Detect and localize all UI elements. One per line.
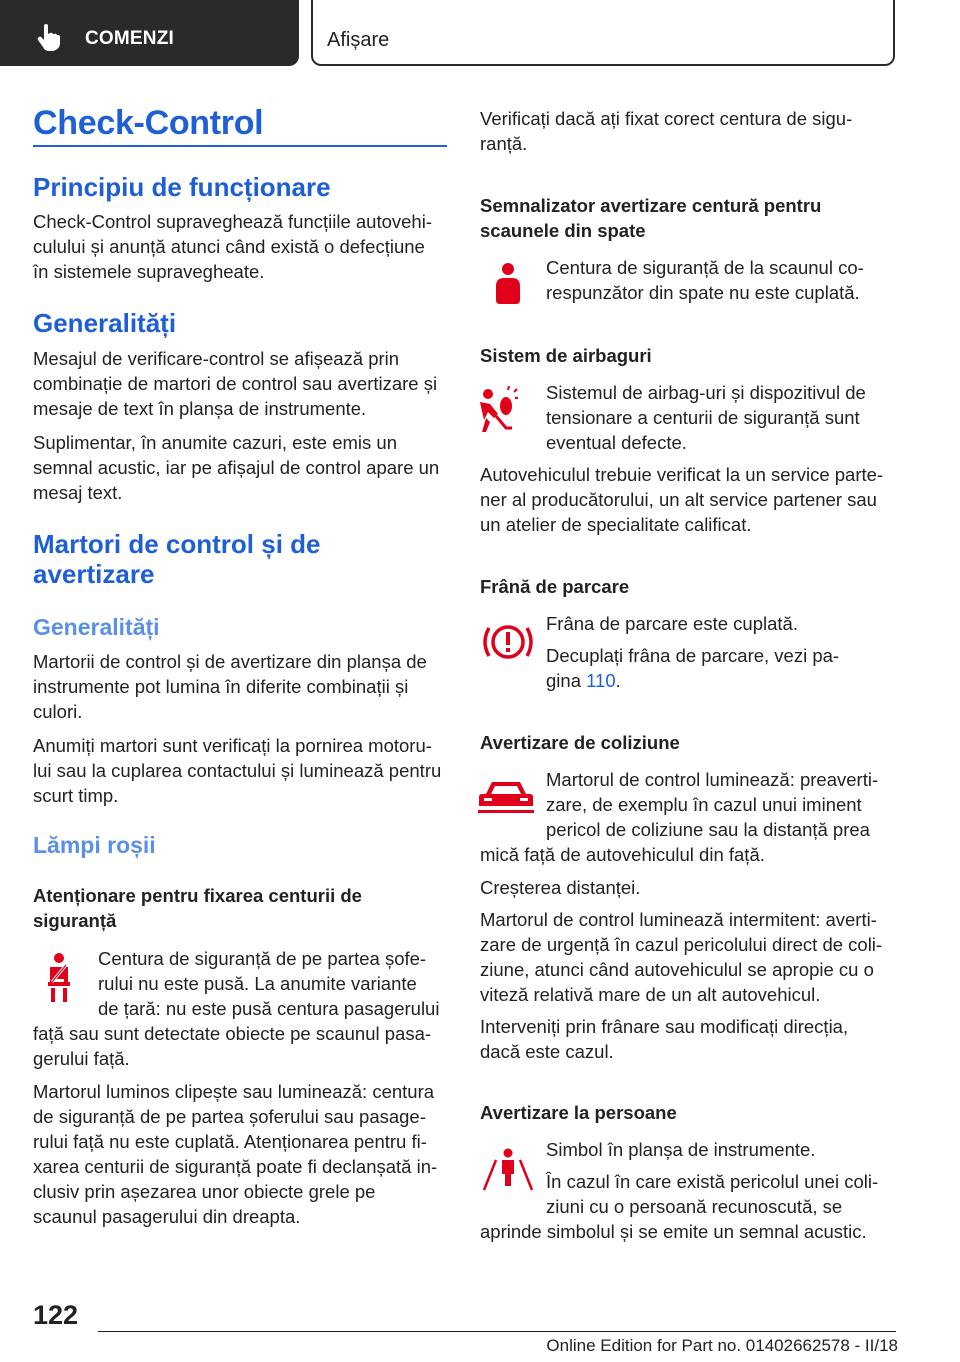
page-link-110[interactable]: 110 <box>586 670 616 691</box>
paragraph-brake-1: Frâna de parcare este cuplată. <box>546 613 798 634</box>
hand-pointer-icon <box>34 22 64 52</box>
pedestrian-warning-icon <box>482 1148 534 1192</box>
paragraph-rear-belt: Centura de siguranță de la scaunul co- respunzător din spate nu este cuplată. <box>546 257 864 303</box>
paragraph-collision-1b: mică față de autovehiculul din față. <box>480 844 765 865</box>
paragraph-seatbelt-2: Martorul luminos clipește sau luminează: centura de siguranță de pe partea șoferului sau pasage- rului față nu este cuplată. Atenționarea pentru fi- xarea centurii de siguranță poate fi declanșată in- clusiv prin așezarea unor obiecte grele pe scaunul pasagerului din dreapta. <box>33 1081 438 1227</box>
paragraph-general-1: Mesajul de verificare-control se afișează prin combinație de martori de control sau avertizare și mesaje de text în planșa de instrumente. <box>33 348 438 419</box>
title-underline <box>33 145 447 147</box>
heading-lights: Martori de control și de avertizare <box>33 529 321 589</box>
tab-display[interactable] <box>311 0 895 66</box>
footer-rule <box>98 1331 896 1332</box>
heading-general: Generalități <box>33 308 177 338</box>
collision-warning-icon <box>478 778 534 818</box>
paragraph-airbag-2: Autovehiculul trebuie verificat la un service parte- ner al producătorului, un alt service partener sau un atelier de specialitate calificat. <box>480 464 884 535</box>
parking-brake-icon <box>480 620 536 664</box>
paragraph-brake-2: Decuplați frâna de parcare, vezi pa- gina 110. <box>546 645 840 691</box>
paragraph-general-2: Suplimentar, în anumite cazuri, este emis un semnal acustic, iar pe afișajul de control apare un mesaj text. <box>33 432 440 503</box>
paragraph-principle: Check-Control supraveghează funcțiile autovehi- culului și anunță atunci când există o defecțiune în sistemele supravegheate. <box>33 211 432 282</box>
heading-seatbelt: Atenționare pentru fixarea centurii de siguranță <box>33 885 362 931</box>
paragraph-collision-3: Martorul de control luminează intermitent: averti- zare de urgență în cazul pericolului direct de coli- ziune, atunci când autovehiculul se apropie cu o viteză relativă mare de un alt autovehicul. <box>480 909 883 1005</box>
tab-commands-label: COMENZI <box>85 28 175 49</box>
tab-commands[interactable] <box>0 0 299 66</box>
airbag-warning-icon <box>478 386 518 434</box>
heading-parking-brake: Frână de parcare <box>480 576 630 597</box>
footer-edition: Online Edition for Part no. 01402662578 - II/18 <box>546 1336 898 1355</box>
page-title: Check-Control <box>33 104 264 142</box>
paragraph-collision-1a: Martorul de control luminează: preaverti- zare, de exemplu în cazul unui iminent pericol de coliziune sau la distanță prea <box>546 769 879 840</box>
paragraph-persons-2a: În cazul în care există pericolul unei coli- ziuni cu o persoană recunoscută, se <box>546 1171 879 1217</box>
paragraph-persons-2b: aprinde simbolul și se emite un semnal acustic. <box>480 1221 867 1242</box>
paragraph-airbag: Sistemul de airbag-uri și dispozitivul de tensionare a centurii de siguranță sunt eventual defecte. <box>546 382 866 453</box>
paragraph-collision-2: Creșterea distanței. <box>480 877 641 898</box>
paragraph-lights-2: Anumiți martori sunt verificați la pornirea motoru- lui sau la cuplarea contactului și luminează pentru scurt timp. <box>33 735 442 806</box>
subheading-general: Generalități <box>33 614 160 640</box>
subheading-red-lamps: Lămpi roșii <box>33 832 156 858</box>
rear-seat-occupant-icon <box>492 262 524 306</box>
heading-persons: Avertizare la persoane <box>480 1102 677 1123</box>
heading-airbag: Sistem de airbaguri <box>480 345 652 366</box>
page-header <box>0 0 960 66</box>
paragraph-persons-1: Simbol în planșa de instrumente. <box>546 1139 816 1160</box>
heading-rear-belt: Semnalizator avertizare centură pentru scaunele din spate <box>480 195 822 241</box>
paragraph-seatbelt-1a: Centura de siguranță de pe partea șofe- rului nu este pusă. La anumite variante de țară: nu este pusă centura pasagerului <box>98 948 440 1019</box>
paragraph-lights-1: Martorii de control și de avertizare din planșa de instrumente pot lumina în diferite combinații și culori. <box>33 651 427 722</box>
paragraph-check-belt: Verificați dacă ați fixat corect centura de sigu- ranță. <box>480 108 853 154</box>
tab-display-label: Afișare <box>327 29 390 51</box>
page-number: 122 <box>33 1300 79 1330</box>
heading-principle: Principiu de funcționare <box>33 172 331 202</box>
paragraph-seatbelt-1b: față sau sunt detectate obiecte pe scaunul pasa- gerului față. <box>33 1023 432 1069</box>
heading-collision: Avertizare de coliziune <box>480 732 680 753</box>
seatbelt-warning-icon <box>44 952 74 1002</box>
paragraph-collision-4: Interveniți prin frânare sau modificați direcția, dacă este cazul. <box>480 1016 849 1062</box>
